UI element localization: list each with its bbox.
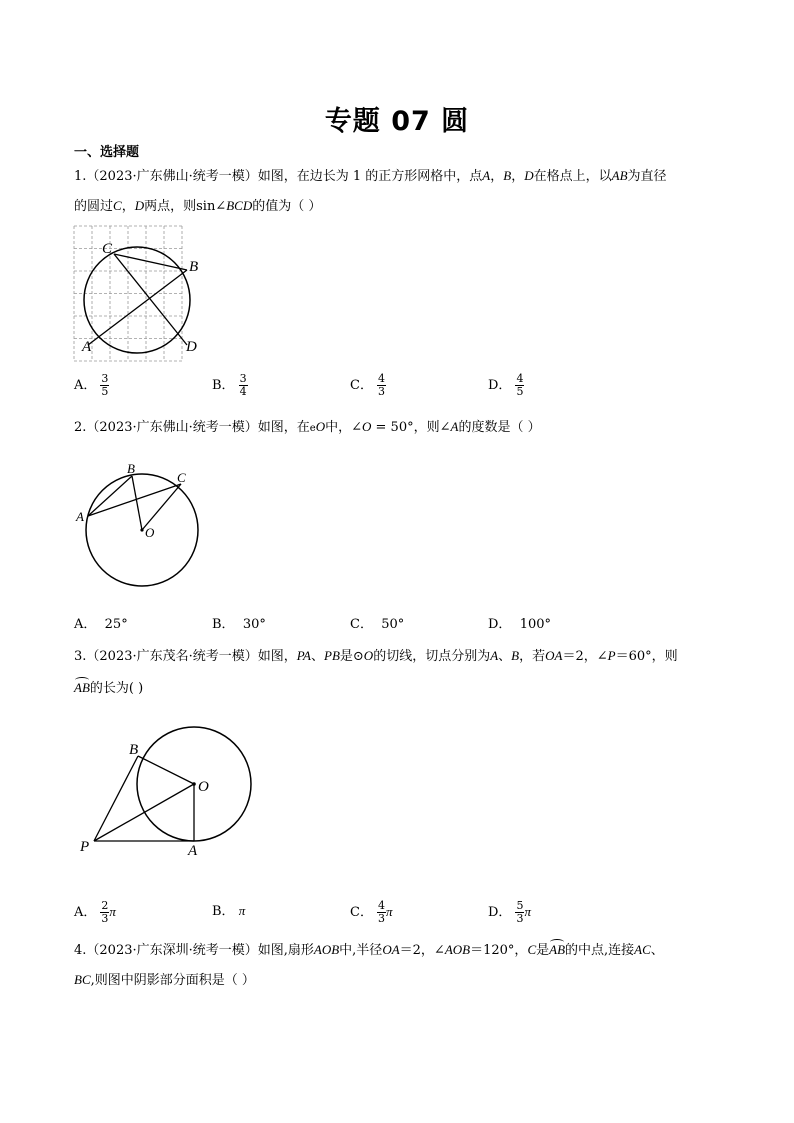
sep: ，: [121, 199, 135, 214]
q1-text: 两点，则: [144, 199, 197, 214]
option-label: C．: [350, 617, 373, 632]
option-label: C．: [350, 378, 373, 393]
label-b: B: [189, 259, 199, 275]
var-ac: AC: [634, 942, 651, 957]
label-a: A: [188, 843, 198, 859]
sep: 、: [498, 649, 512, 664]
q1-circle: [84, 247, 190, 353]
sep: ，: [511, 169, 525, 184]
option-value: 50°: [381, 617, 405, 632]
q1-line2: [74, 195, 321, 214]
circle-symbol: e: [309, 423, 316, 434]
q4-text: 中,半径: [339, 943, 383, 958]
pi-symbol: π: [385, 904, 393, 919]
section-heading: 一、选择题: [74, 145, 140, 160]
q1-option-b[interactable]: [212, 373, 248, 398]
option-value: 25°: [104, 617, 128, 632]
option-value: π: [238, 903, 246, 918]
option-label: D．: [488, 617, 512, 632]
q1-option-d[interactable]: [488, 373, 524, 398]
var-b: B: [511, 648, 520, 663]
label-a: A: [82, 339, 92, 355]
option-label: A．: [74, 617, 97, 632]
q2-text: 的度数是（ ）: [458, 420, 541, 435]
numerator: 4: [516, 372, 524, 385]
q3-line1: [74, 645, 678, 664]
q3-text: ＝2，∠: [562, 649, 608, 664]
sep: 、: [310, 649, 324, 664]
label-o: O: [145, 525, 155, 540]
numerator: 3: [239, 372, 247, 385]
page-title: 专题 07 圆: [324, 106, 470, 137]
q1-option-a[interactable]: [74, 373, 109, 398]
q1-text: 的值为（ ）: [252, 199, 322, 214]
denominator: 5: [516, 385, 524, 398]
denominator: 3: [101, 912, 109, 925]
q4-text: ,则图中阴影部分面积是（ ）: [90, 973, 255, 988]
option-value: 100°: [519, 617, 552, 632]
numerator: 5: [516, 899, 524, 912]
denominator: 3: [377, 912, 385, 925]
var-aob: AOB: [444, 942, 471, 957]
q1-segments: [88, 254, 187, 345]
q1-text: 的圆过: [74, 199, 114, 214]
denominator: 3: [377, 385, 385, 398]
q4-text: 、: [650, 943, 664, 958]
q2-text: 2.（2023·广东佛山·统考一模）如图，在: [74, 420, 310, 435]
var-pb: PB: [324, 648, 340, 663]
sep: ，: [490, 169, 504, 184]
center-point: [192, 782, 196, 786]
var-o: O: [363, 648, 374, 663]
q2-text: 中，: [325, 420, 352, 435]
var-c: C: [113, 198, 122, 213]
q1-figure: [74, 226, 199, 364]
option-label: B．: [212, 378, 235, 393]
q3-text: ＝60°，则: [615, 649, 678, 664]
label-b: B: [129, 742, 139, 758]
option-label: D．: [488, 378, 512, 393]
denominator: 4: [239, 385, 247, 398]
q4-text: ＝120°，: [470, 943, 528, 958]
label-p: P: [80, 839, 90, 855]
numerator: 2: [101, 899, 109, 912]
arc-ab: AB: [74, 680, 90, 695]
q4-text: ＝2，∠: [399, 943, 445, 958]
center-point: [140, 528, 143, 531]
option-label: C．: [350, 905, 373, 920]
denominator: 3: [516, 912, 524, 925]
q2-line1: [74, 416, 541, 435]
q2-option-d[interactable]: [488, 613, 551, 632]
sin-func: sin∠: [196, 199, 227, 214]
var-a: A: [490, 648, 499, 663]
option-value: 30°: [242, 617, 266, 632]
q2-text: = 50°，则∠: [371, 420, 451, 435]
q3-option-b[interactable]: [212, 900, 245, 919]
q3-segments: [94, 756, 194, 841]
q1-line1: [74, 165, 667, 184]
label-a: A: [76, 509, 84, 524]
q4-text: 4.（2023·广东深圳·统考一模）如图,扇形: [74, 943, 314, 958]
var-d: D: [134, 198, 145, 213]
q4-text: 是: [536, 943, 550, 958]
var-oa: OA: [382, 942, 400, 957]
q3-text: 的切线，切点分别为: [373, 649, 491, 664]
var-p: P: [607, 648, 616, 663]
q3-line2: [74, 677, 143, 696]
q2-figure: [74, 460, 214, 595]
label-o: O: [198, 779, 209, 795]
var-ab: AB: [611, 168, 628, 183]
q3-option-d[interactable]: [488, 900, 531, 925]
label-c: C: [177, 470, 186, 485]
q2-segments: [88, 476, 181, 530]
arc-ab: AB: [549, 942, 566, 957]
q4-line2: [74, 969, 255, 988]
pi-symbol: π: [109, 904, 116, 919]
q3-figure: [74, 735, 264, 860]
var-d: D: [524, 168, 534, 183]
pi-symbol: π: [524, 904, 531, 919]
var-a: A: [450, 419, 459, 434]
q3-text: 的长为( ): [89, 681, 144, 696]
option-label: A．: [74, 378, 97, 393]
q3-text: 是⊙: [339, 649, 364, 664]
option-label: D．: [488, 905, 512, 920]
var-c: C: [527, 942, 537, 957]
var-bc: BC: [74, 972, 91, 987]
label-b: B: [127, 461, 135, 476]
angle-symbol: ∠: [351, 420, 362, 435]
q3-text: 3.（2023·广东茂名·统考一模）如图，: [74, 649, 297, 664]
var-a: A: [482, 168, 491, 183]
numerator: 4: [377, 372, 385, 385]
q1-text: 1.（2023·广东佛山·统考一模）如图，在边长为 1 的正方形网格中，点: [74, 169, 483, 184]
q2-option-c[interactable]: [350, 613, 404, 632]
q3-option-a[interactable]: [74, 900, 116, 925]
var-oa: OA: [545, 648, 563, 663]
q4-line1: [74, 939, 664, 958]
var-b: B: [503, 168, 512, 183]
q2-option-a[interactable]: [74, 613, 128, 632]
numerator: 3: [101, 372, 109, 385]
q4-text: 的中点,连接: [565, 943, 635, 958]
q2-option-b[interactable]: [212, 613, 266, 632]
option-label: B．: [212, 904, 235, 919]
q1-text: 为直径: [627, 169, 667, 184]
var-bcd: BCD: [226, 198, 253, 213]
q3-option-c[interactable]: [350, 900, 392, 925]
q3-text: ，若: [519, 649, 546, 664]
q1-option-c[interactable]: [350, 373, 386, 398]
label-c: C: [102, 241, 113, 257]
var-o: O: [362, 419, 372, 434]
option-label: A．: [74, 905, 97, 920]
numerator: 4: [377, 899, 385, 912]
q1-text: 在格点上，以: [533, 169, 612, 184]
var-o: O: [315, 419, 326, 434]
label-d: D: [186, 339, 197, 355]
var-aob: AOB: [313, 942, 340, 957]
var-pa: PA: [296, 648, 311, 663]
denominator: 5: [101, 385, 109, 398]
option-label: B．: [212, 617, 235, 632]
